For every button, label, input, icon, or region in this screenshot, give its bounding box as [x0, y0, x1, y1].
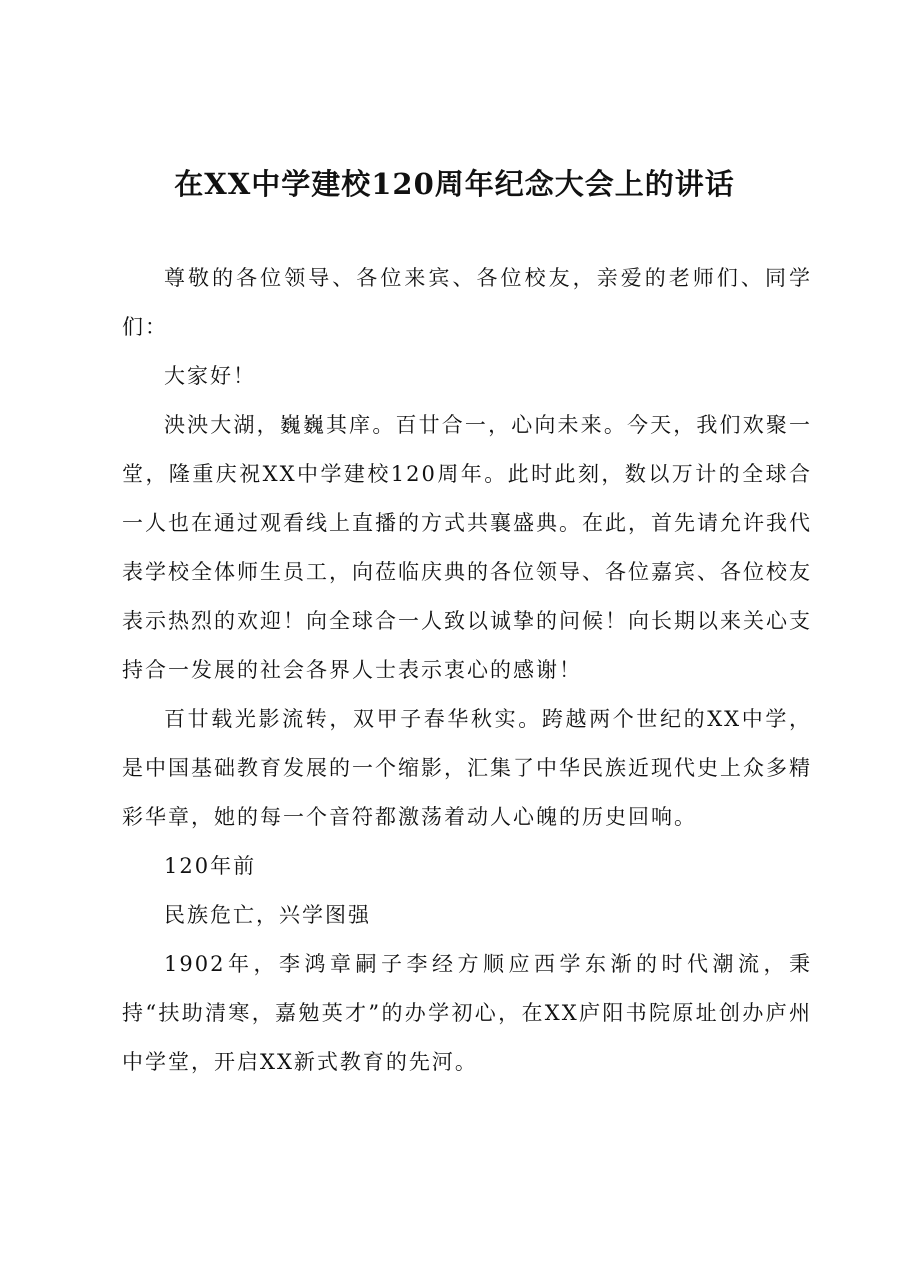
body-paragraph: 1902年，李鸿章嗣子李经方顺应西学东渐的时代潮流，秉持“扶助清寒，嘉勉英才”的办学初心，在XX庐阳书院原址创办庐州中学堂，开启XX新式教育的先河。: [122, 952, 812, 1074]
greeting-paragraph: 大家好！: [164, 364, 256, 388]
document-body: [122, 254, 812, 1087]
body-paragraph: 泱泱大湖，巍巍其庠。百廿合一，心向未来。今天，我们欢聚一堂，隆重庆祝XX中学建校120周年。此时此刻，数以万计的全球合一人也在通过观看线上直播的方式共襄盛典。在此，首先请允许我代表学校全体师生员工，向莅临庆典的各位领导、各位嘉宾、各位校友表示热烈的欢迎！向全球合一人致以诚挚的问候！向长期以来关心支持合一发展的社会各界人士表示衷心的感谢！: [122, 413, 812, 682]
section-subheading: 民族危亡，兴学图强: [164, 903, 371, 927]
document-title: 在XX中学建校120周年纪念大会上的讲话: [174, 167, 735, 201]
salutation-paragraph: 尊敬的各位领导、各位来宾、各位校友，亲爱的老师们、同学们：: [122, 266, 812, 339]
body-paragraph: 百廿载光影流转，双甲子春华秋实。跨越两个世纪的XX中学，是中国基础教育发展的一个缩影，汇集了中华民族近现代史上众多精彩华章，她的每一个音符都激荡着动人心魄的历史回响。: [122, 707, 812, 829]
section-heading: 120年前: [164, 854, 257, 878]
